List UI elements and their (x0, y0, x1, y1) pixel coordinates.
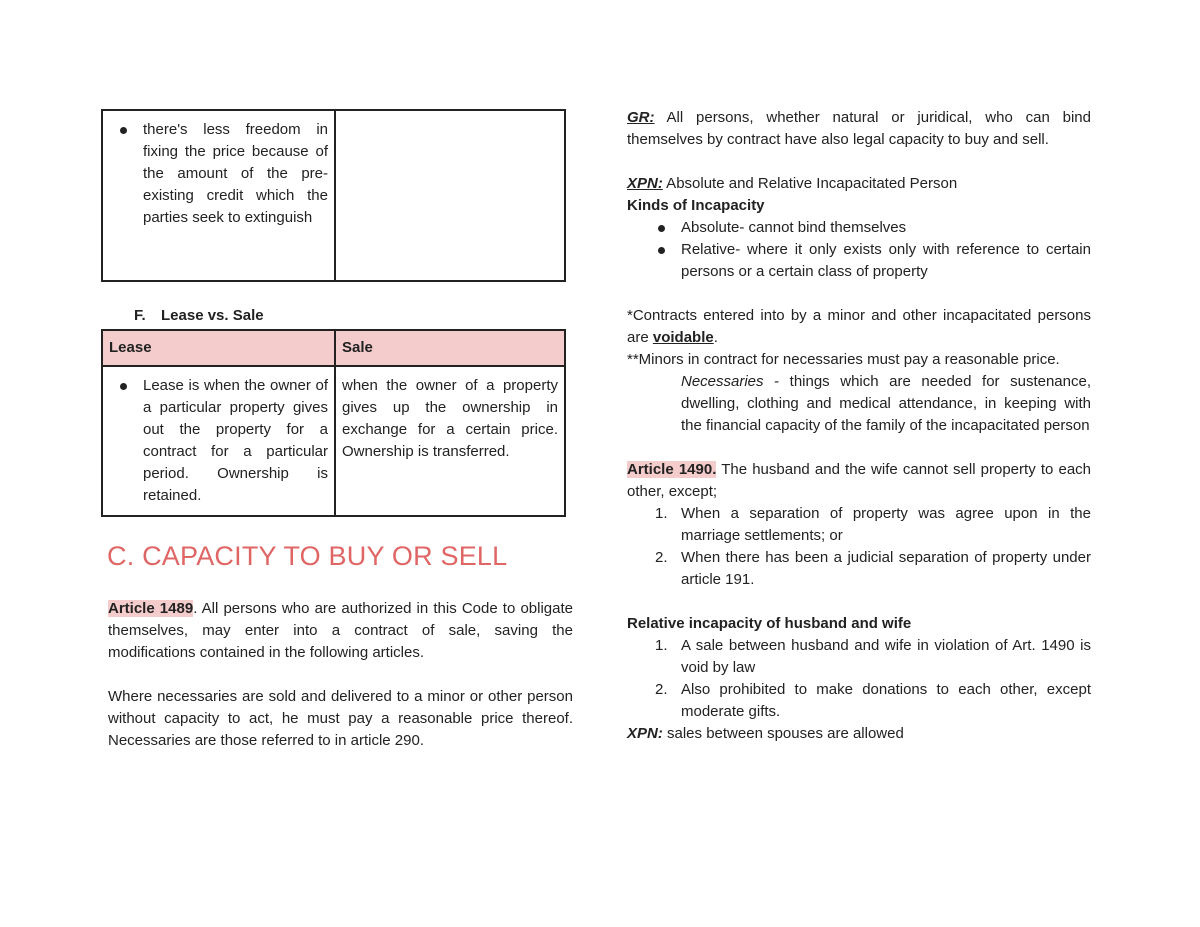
section-f-letter: F. (134, 307, 146, 324)
list-item: Lease is when the owner of a particular property gives out the property for a contract for a particular period. Ownership is retained. (143, 375, 328, 507)
article-1490-list (627, 503, 1091, 591)
table-header-lease: Lease (102, 330, 335, 366)
list-item: 2. When there has been a judicial separation of property under article 191. (655, 549, 1091, 588)
left-body (101, 598, 573, 752)
article-1490-paragraph (627, 459, 1091, 503)
necessaries-paragraph: Where necessaries are sold and delivered to a minor or other person without capacity to act, he must pay a reasonable price thereof. Necessaries are those referred to in article 290. (108, 688, 573, 749)
continuation-table-left-cell (102, 110, 335, 281)
list-item: Absolute- cannot bind themselves (681, 217, 1091, 239)
section-f-title: Lease vs. Sale (161, 307, 264, 324)
article-1489-text: . All persons who are authorized in this Code to obligate themselves, may enter into a contract of sale, saving the modifications contained in the following articles. (108, 600, 573, 661)
list-item: 1. When a separation of property was agree upon in the marriage settlements; or (655, 505, 1091, 544)
kinds-heading: Kinds of Incapacity (627, 197, 765, 214)
lease-bullet-list (109, 375, 328, 507)
xpn2-label: XPN: (627, 725, 663, 742)
necessaries-definition (627, 371, 1091, 437)
necessaries-term: Necessaries (681, 373, 764, 390)
article-1489-label: Article 1489 (108, 600, 194, 617)
list-item: there's less freedom in fixing the price because of the amount of the pre-existing credit which the parties seek to extinguish (143, 119, 328, 229)
right-column (627, 107, 1091, 745)
article-1490-text: The husband and the wife cannot sell property to each other, except; (627, 461, 1091, 500)
lease-cell (102, 366, 335, 516)
general-rule-paragraph (627, 107, 1091, 151)
list-item: 2. Also prohibited to make donations to each other, except moderate gifts. (655, 681, 1091, 720)
necessaries-def-text: - things which are needed for sustenance, dwelling, clothing and medical attendance, in keeping with the financial capacity of the family of the incapacitated person (681, 373, 1091, 434)
contracts-paragraph: *Contracts entered into by a minor and other incapacitated persons are voidable. (627, 307, 1091, 346)
section-title: C. CAPACITY TO BUY OR SELL (107, 541, 508, 571)
article-1490-label: Article 1490. (627, 461, 717, 478)
exception-2-paragraph (627, 723, 1091, 745)
exception-paragraph (627, 173, 1091, 195)
section-f-heading (134, 305, 573, 327)
gr-label: GR: (627, 109, 655, 126)
list-item: Relative- where it only exists only with reference to certain persons or a certain class of property (681, 239, 1091, 283)
continuation-table-right-cell (335, 110, 565, 281)
continuation-table (101, 109, 566, 282)
continuation-bullet-list (109, 119, 328, 229)
sale-cell: when the owner of a property gives up the ownership in exchange for a certain price. Ownership is transferred. (335, 366, 565, 516)
xpn-label: XPN: (627, 175, 663, 192)
minors-paragraph: **Minors in contract for necessaries must pay a reasonable price. (627, 351, 1060, 368)
xpn2-text: sales between spouses are allowed (662, 725, 904, 742)
kinds-list (627, 217, 1091, 283)
left-column (101, 109, 573, 752)
relative-incapacity-heading: Relative incapacity of husband and wife (627, 615, 912, 632)
gr-text: All persons, whether natural or juridical, who can bind themselves by contract have also legal capacity to buy and sell. (627, 109, 1091, 148)
xpn-text: Absolute and Relative Incapacitated Person (662, 175, 958, 192)
relative-incapacity-list (627, 635, 1091, 723)
list-item: 1. A sale between husband and wife in violation of Art. 1490 is void by law (655, 637, 1091, 676)
lease-vs-sale-table (101, 329, 566, 517)
voidable-term: voidable (652, 329, 714, 346)
table-header-sale: Sale (335, 330, 565, 366)
article-1489-paragraph (108, 598, 573, 664)
